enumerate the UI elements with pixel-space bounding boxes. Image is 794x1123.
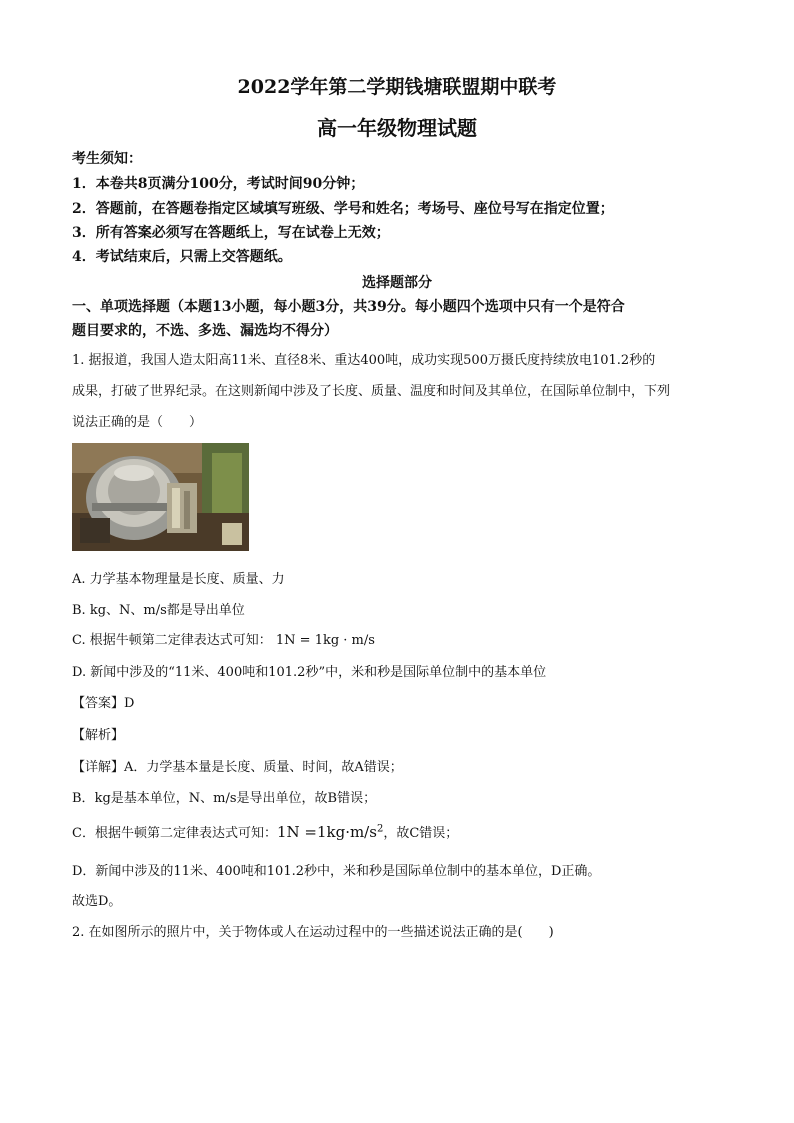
q1-detail-b-ms: m/s: [213, 791, 237, 806]
notice-heading: 考生须知：: [72, 151, 142, 167]
q1-detail-c-formula: 1N =1kg·m/s: [276, 823, 377, 841]
q1-stem-line1: 1. 据报道，我国人造太阳高11米、直径8米、重达400吨，成功实现500万摄氏度持续放电101.2秒的: [72, 353, 656, 368]
tokamak-photo: [72, 443, 249, 551]
q1-option-c: [72, 629, 375, 648]
q1-detail-a: 【详解】A．力学基本量是长度、质量、时间，故A错误；: [72, 760, 403, 775]
notice-item-3: 3．所有答案必须写在答题纸上，写在试卷上无效；: [72, 225, 390, 241]
q1-option-d: D. 新闻中涉及的“11米、400吨和101.2秒”中，米和秒是国际单位制中的基本单位: [72, 665, 547, 680]
q1-option-c-formula: 1N = 1kg · m/s: [275, 633, 375, 648]
notice-item-1: 1．本卷共8页满分100分，考试时间90分钟；: [72, 176, 365, 192]
part1-instruction-line2: 题目要求的，不选、多选、漏选均不得分）: [72, 323, 338, 339]
q1-option-a: A. 力学基本物理量是长度、质量、力: [72, 572, 285, 587]
q1-detail-b: [72, 787, 376, 806]
q1-detail-c-pre: C．根据牛顿第二定律表达式可知：: [72, 826, 277, 841]
q1-detail-c: [72, 822, 458, 841]
notice-item-2: 2．答题前，在答题卷指定区域填写班级、学号和姓名；考场号、座位号写在指定位置；: [72, 201, 614, 217]
notice-item-4: 4．考试结束后，只需上交答题纸。: [72, 249, 292, 265]
q1-detail-d: D．新闻中涉及的11米、400吨和101.2秒中，米和秒是国际单位制中的基本单位，D正确。: [72, 864, 601, 879]
q2-stem: 2. 在如图所示的照片中，关于物体或人在运动过程中的一些描述说法正确的是( ): [72, 925, 554, 940]
q1-detail-c-post: ，故C错误；: [383, 826, 459, 841]
exam-subtitle: 高一年级物理试题: [317, 116, 477, 140]
q1-answer: 【答案】D: [72, 696, 135, 711]
q1-analysis-label: 【解析】: [72, 728, 125, 743]
q1-stem-line3: 说法正确的是（ ）: [72, 415, 203, 430]
exam-title: 2022学年第二学期钱塘联盟期中联考: [237, 76, 557, 98]
section-title: 选择题部分: [362, 275, 432, 291]
q1-option-c-text: C. 根据牛顿第二定律表达式可知：: [72, 633, 272, 648]
part1-instruction-line1: 一、单项选择题（本题13小题，每小题3分，共39分。每小题四个选项中只有一个是符合: [72, 299, 625, 315]
q1-detail-b-kg: kg: [94, 791, 111, 806]
q1-detail-b-mid: 是基本单位，N、: [110, 791, 214, 806]
q1-detail-b-post: 是导出单位，故B错误；: [236, 791, 377, 806]
q1-stem-line2: 成果，打破了世界纪录。在这则新闻中涉及了长度、质量、温度和时间及其单位，在国际单位制中，下列: [72, 384, 671, 399]
q1-detail-c-sup: 2: [376, 823, 384, 835]
q1-conclusion: 故选D。: [72, 894, 122, 909]
q1-detail-b-pre: B．: [72, 791, 95, 806]
q1-option-b: B. kg、N、m/s都是导出单位: [72, 603, 245, 618]
